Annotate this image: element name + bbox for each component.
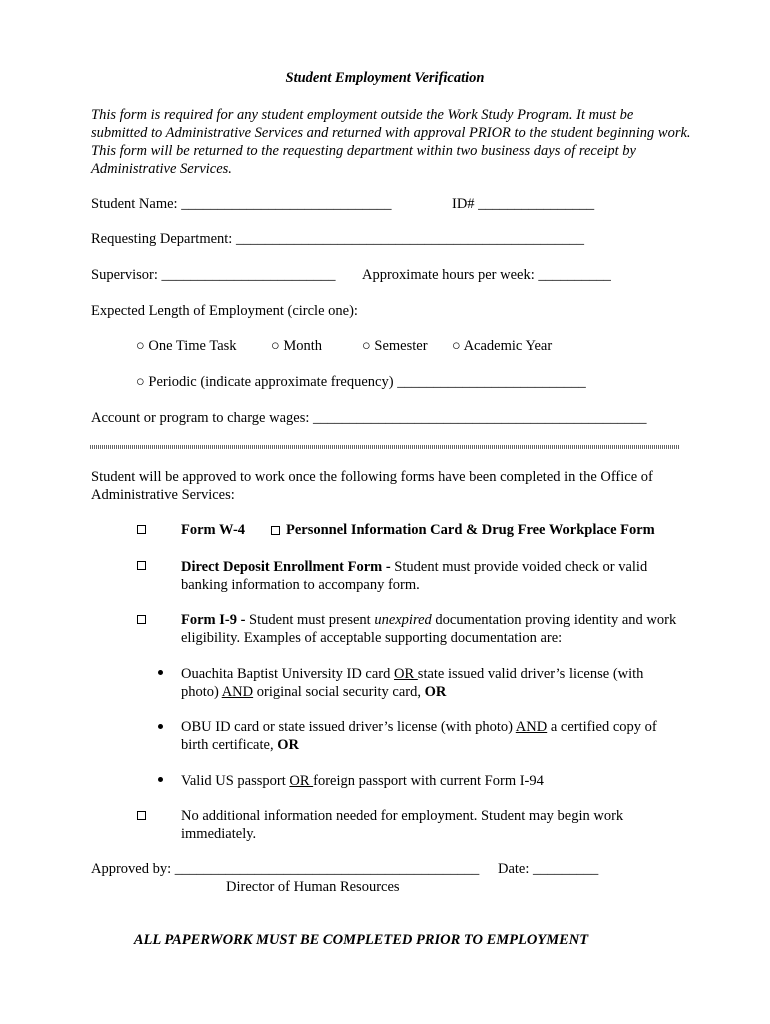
option-periodic[interactable]: ○ Periodic (indicate approximate frequency) __________________________ [136, 374, 586, 390]
approved-by-field[interactable]: Approved by: __________________________________________ [91, 861, 480, 877]
date-field[interactable]: Date: _________ [498, 861, 599, 877]
direct-deposit-label: Direct Deposit Enrollment Form - [181, 559, 395, 575]
supervisor-field[interactable]: Supervisor: ________________________ [91, 267, 336, 283]
checkbox-direct-deposit[interactable] [137, 561, 146, 570]
director-label: Director of Human Resources [226, 879, 400, 895]
i9-item [181, 611, 681, 647]
i9-unexpired: unexpired [374, 612, 432, 628]
checkbox-i9[interactable] [137, 615, 146, 624]
option-academic-year[interactable]: ○ Academic Year [452, 338, 553, 354]
personnel-card-item [271, 522, 655, 539]
i9-label: Form I-9 - [181, 612, 250, 628]
i9-text: Student must present [249, 612, 375, 628]
checkbox-personnel[interactable] [271, 526, 280, 535]
option-month[interactable]: ○ Month [271, 338, 323, 354]
page-title: Student Employment Verification [285, 70, 485, 86]
doc-option-1: Ouachita Baptist University ID card OR state issued valid driver’s license (with photo) AND original social security card, OR [181, 666, 644, 700]
option-one-time-task[interactable]: ○ One Time Task [136, 338, 237, 354]
direct-deposit-item [181, 558, 681, 594]
separator [90, 445, 680, 449]
form-w4-label: Form W-4 [181, 522, 246, 538]
no-additional-text: No additional information needed for employment. Student may begin work immediately. [181, 808, 624, 842]
doc-option-3: Valid US passport OR foreign passport with current Form I-94 [181, 773, 544, 789]
hours-field[interactable]: Approximate hours per week: __________ [362, 267, 611, 283]
student-name-field[interactable]: Student Name: _____________________________ [91, 196, 392, 212]
length-label: Expected Length of Employment (circle one): [91, 303, 358, 319]
footer-notice: ALL PAPERWORK MUST BE COMPLETED PRIOR TO EMPLOYMENT [133, 932, 589, 948]
approval-intro: Student will be approved to work once the following forms have been completed in the Office of Administrative Services: [91, 469, 653, 503]
checkbox-w4[interactable] [137, 525, 146, 534]
bullet [158, 670, 163, 675]
requesting-department-field[interactable]: Requesting Department: ________________________________________________ [91, 231, 584, 247]
personnel-card-label: Personnel Information Card & Drug Free Workplace Form [286, 522, 655, 538]
bullet [158, 777, 163, 782]
doc-option-2: OBU ID card or state issued driver’s license (with photo) AND a certified copy of birth certificate, OR [181, 719, 657, 753]
intro-paragraph: This form is required for any student employment outside the Work Study Program. It must be submitted to Administrative Services and returned with approval PRIOR to the student beginning work. This form will be returned to the requesting department within two business days of receipt by Administrative Services. [91, 107, 691, 177]
direct-deposit-text: Student must provide voided check or valid banking information to accompany form. [181, 559, 648, 593]
id-field[interactable]: ID# ________________ [452, 196, 595, 212]
bullet [158, 724, 163, 729]
checkbox-no-additional[interactable] [137, 811, 146, 820]
account-field[interactable]: Account or program to charge wages: ______________________________________________ [91, 410, 647, 426]
i9-text-continued: documentation proving identity and work eligibility. Examples of acceptable supporting documentation are: [181, 612, 677, 646]
option-semester[interactable]: ○ Semester [362, 338, 428, 354]
